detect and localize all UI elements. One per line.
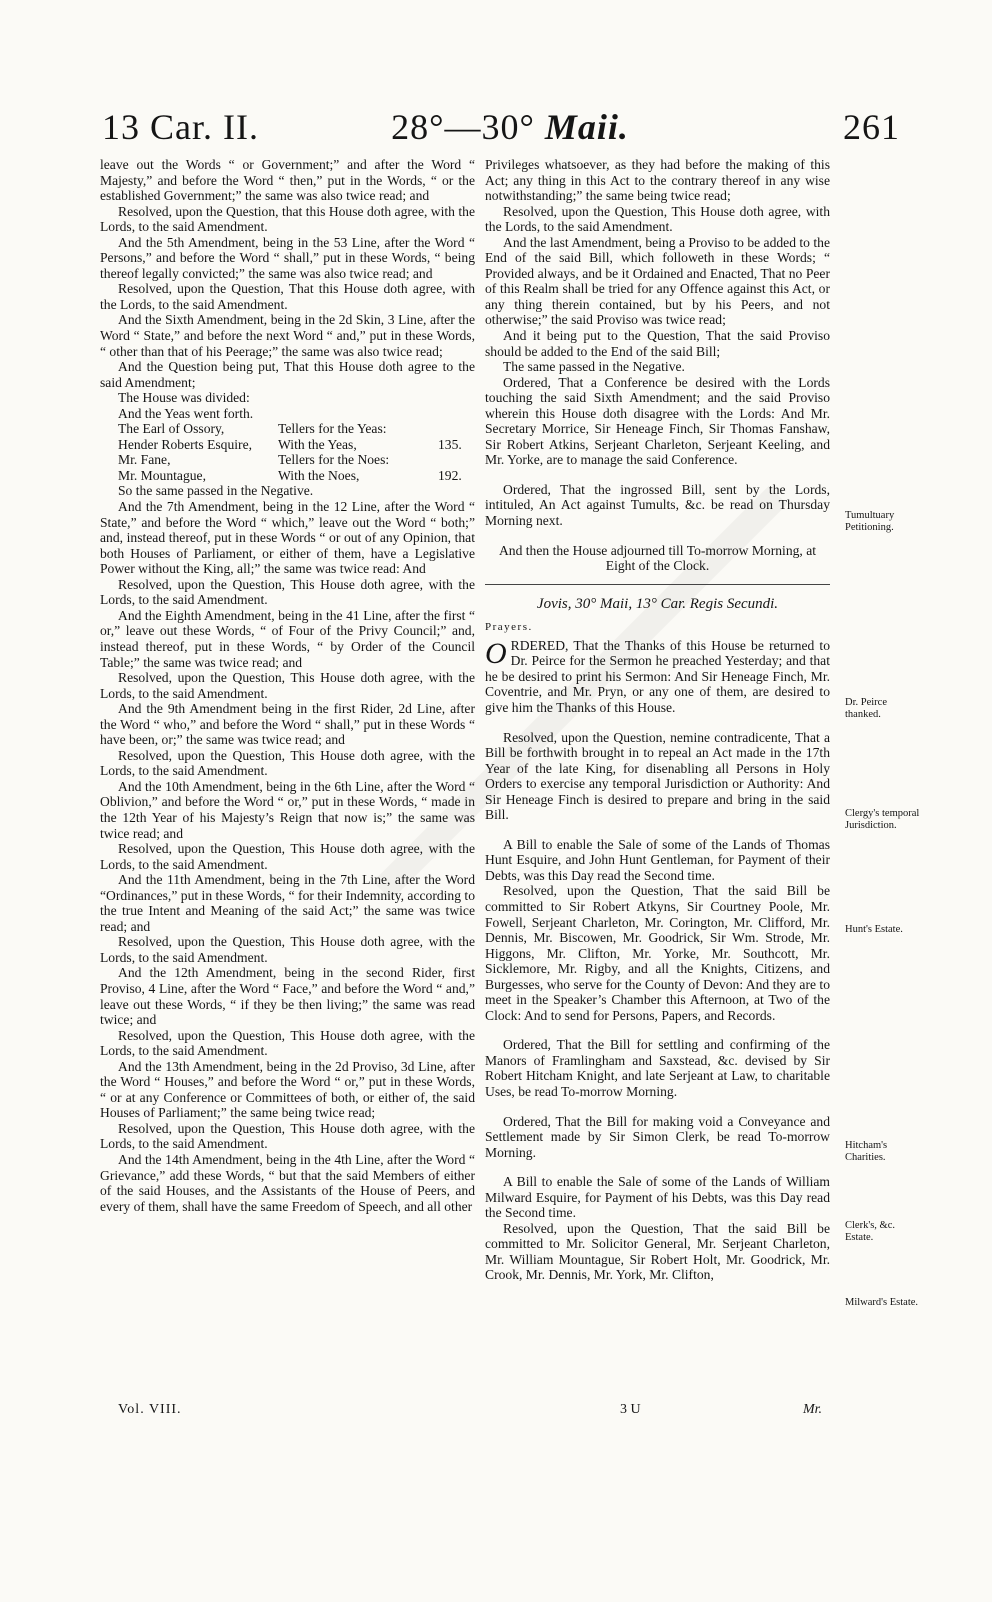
teller-name: Hender Roberts Esquire, [118,436,253,452]
teller-name: The Earl of Ossory, [118,421,225,437]
paragraph: Resolved, upon the Question, That this House doth agree, with the Lords, to the said Amendment. [100,281,475,312]
paragraph: And the 12th Amendment, being in the second Rider, first Proviso, 4 Line, after the Word “ Face,” and before the Word “ and,” leave out these Words, “ if they be then living;” the same was read twice; and [100,965,475,1028]
paragraph: Resolved, upon the Question, This House doth agree, with the Lords, to the said Amendment. [100,670,475,701]
paragraph: Resolved, upon the Question, This House doth agree, with the Lords, to the said Amendment. [100,1120,475,1152]
paragraph: The same passed in the Negative. [503,359,685,375]
left-column [100,157,475,1214]
margin-note-clerk: Clerk's, &c. Estate. [845,1220,896,1243]
paragraph: Resolved, upon the Question, This House doth agree, with the Lords, to the said Amendment. [485,203,830,235]
paragraph: Resolved, upon the Question, This House doth agree, with the Lords, to the said Amendment. [100,1027,475,1059]
paragraph-milward: A Bill to enable the Sale of some of the Lands of William Milward Esquire, for Payment of his Debts, was this Day read the Second time. [485,1174,830,1221]
paragraph: leave out the Words “ or Government;” and after the Word “ Majesty,” and before the Word “ then,” put in the Words, “ or the established Government;” the same was also twice read; and [100,157,475,204]
paragraph: Resolved, upon the Question, This House doth agree, with the Lords, to the said Amendment. [100,841,475,872]
adjournment: And then the House adjourned till To-morrow Morning, at Eight of the Clock. [498,542,817,574]
volume-footer: Vol. VIII. [118,1402,182,1417]
paragraph-milward-committee: Resolved, upon the Question, That the said Bill be committed to Mr. Solicitor General, Mr. Serjeant Charleton, Mr. William Mountague, Sir Robert Holt, Mr. Goodrick, Mr. Crook, Mr. Dennis, Mr. York, Mr. Clifton, [485,1220,830,1283]
paragraph-tumults: Ordered, That the ingrossed Bill, sent by the Lords, intituled, An Act against Tumults, &c. be read on Thursday Morning next. [485,481,830,529]
paragraph: The House was divided: [118,390,250,406]
paragraph: And the 9th Amendment being in the first Rider, 2d Line, after the Word “ who,” and before the Word “ shall,” put in these Words “ have been, or;” the same was twice read; and [100,701,475,748]
paragraph: Ordered, That a Conference be desired with the Lords touching the said Sixth Amendment; and the said Proviso wherein this House doth disagree with the Lords: And Mr. Secretary Morrice, Sir Heneage Finch, Sir Thomas Fanshaw, Sir Robert Atkins, Serjeant Charleton, Serjeant Keeling, and Mr. Yorke, are to manage the said Conference. [485,374,830,468]
right-column [485,157,830,1283]
paragraph-clerk: Ordered, That the Bill for making void a Conveyance and Settlement made by Sir Simon Clerk, be read To-morrow Morning. [485,1113,830,1160]
margin-note-milward: Milward's Estate. [845,1297,919,1308]
prayers-label: Prayers. [485,621,533,634]
signature-mark: 3 U [620,1402,641,1417]
paragraph-hitcham: Ordered, That the Bill for settling and confirming of the Manors of Framlingham and Saxstead, &c. devised by Sir Robert Hitcham Knight, and late Serjeant at Law, to charitable Uses, be read To-morrow Morning. [485,1037,830,1099]
teller-name: Mr. Mountague, [118,467,206,483]
running-head-regnal-year: 13 Car. II. [102,107,259,147]
margin-note-clergy: Clergy's temporal Jurisdiction. [845,808,920,831]
margin-note-peirce: Dr. Peirce thanked. [845,697,887,720]
teller-role: With the Noes, [278,467,360,483]
teller-name: Mr. Fane, [118,452,171,468]
day-heading: Jovis, 30° Maii, 13° Car. Regis Secundi. [536,595,779,612]
paragraph: Resolved, upon the Question, that this House doth agree, with the Lords, to the said Amendment. [100,203,475,235]
paragraph: Resolved, upon the Question, This House doth agree, with the Lords, to the said Amendment. [100,576,475,608]
teller-role: Tellers for the Yeas: [278,421,387,437]
paragraph: And the 5th Amendment, being in the 53 Line, after the Word “ Persons,” and before the Word “ shall,” put in these Words, “ being thereof legally convicted;” the same was also twice read; and [100,234,475,281]
paragraph: So the same passed in the Negative. [118,483,314,499]
paragraph: Privileges whatsoever, as they had before the making of this Act; any thing in this Act to the contrary thereof in any wise notwithstanding;” the same being twice read; [485,157,830,204]
teller-role: With the Yeas, [278,436,357,452]
vote-count [438,452,478,468]
paragraph: And the 14th Amendment, being in the 4th Line, after the Word “ Grievance,” add these Words, “ but that the said Members of either of the said Houses, and the Assistants of the House of Peers, and every of them, shall have the same Freedom of Speech, and all other [100,1152,475,1214]
paragraph: And the Yeas went forth. [118,405,254,421]
paragraph: And the Sixth Amendment, being in the 2d Skin, 3 Line, after the Word “ State,” and before the next Word “ and,” put in these Words, “ other than that of his Peerage;” the same was also twice read; [100,312,475,359]
paragraph: And the 10th Amendment, being in the 6th Line, after the Word “ Oblivion,” and before the Word “ or,” put in these Words, “ made in the 12th Year of his Majesty’s Reign that now is;” the same was twice read; and [100,778,475,841]
paragraph: And it being put to the Question, That the said Proviso should be added to the End of the said Bill; [485,328,830,359]
vote-count [438,421,478,437]
paragraph: Resolved, upon the Question, This House doth agree, with the Lords, to the said Amendment. [100,934,475,965]
paragraph: And the last Amendment, being a Proviso to be added to the End of the said Bill, which followeth in these Words; “ Provided always, and be it Ordained and Enacted, That no Peer of this Realm shall be tried for any Offence against this Act, or any thing therein contained, but by his Peers, and not otherwise;” the said Proviso was twice read; [485,234,830,328]
paragraph: And the 13th Amendment, being in the 2d Proviso, 3d Line, after the Word “ Houses,” and before the Word “ or,” put in these Words, “ or at any Conference or Committees of both, or either of, the said Houses of Parliament;” the same being twice read; [100,1058,475,1121]
vote-count: 192. [438,467,462,483]
section-rule [485,584,830,585]
teller-role: Tellers for the Noes: [278,452,390,468]
paragraph-peirce: ORDERED, That the Thanks of this House be returned to Dr. Peirce for the Sermon he preached Yesterday; and that he be desired to print his Sermon: And Sir Heneage Finch, Mr. Coventrie, and Mr. Pryn, or any one of them, are desired to give him the Thanks of this House. [485,636,830,715]
paragraph-hunt-committee: Resolved, upon the Question, That the said Bill be committed to Sir Robert Atkyns, Sir Courtney Poole, Mr. Fowell, Serjeant Charleton, Mr. Corington, Mr. Clifford, Mr. Dennis, Mr. Biscowen, Mr. Goodrick, Sir Wm. Strode, Mr. Higgons, Mr. Clifton, Mr. Yorke, Mr. Southcott, Mr. Sicklemore, Mr. Rigby, and all the Knights, Citizens, and Burgesses, who serve for the County of Devon: And they are to meet in the Speaker’s Chamber this Afternoon, at Two of the Clock: And to send for Persons, Papers, and Records. [485,883,830,1023]
paragraph: And the 7th Amendment, being in the 12 Line, after the Word “ State,” and before the Word “ which,” leave out the Word “ both;” and, instead thereof, put in these Words “ or out of any Opinion, that both Houses of Parliament, or either of them, have a Legislative Power without the King, all;” the same was twice read: And [100,499,475,577]
margin-note-hitcham: Hitcham's Charities. [845,1140,888,1163]
paragraph: Resolved, upon the Question, This House doth agree, with the Lords, to the said Amendment. [100,747,475,779]
margin-note-tumults: Tumultuary Petitioning. [845,510,895,533]
catchword: Mr. [803,1402,823,1417]
running-head-date: 28°—30° Maii. [391,107,629,147]
paragraph-clergy: Resolved, upon the Question, nemine contradicente, That a Bill be forthwith brought in to repeal an Act made in the 17th Year of the late King, for disenabling all Persons in Holy Orders to exercise any temporal Jurisdiction or Authority: And Sir Heneage Finch is desired to prepare and bring in the said Bill. [485,729,830,823]
paragraph: And the Eighth Amendment, being in the 41 Line, after the first “ or,” leave out these Words, “ of Four of the Privy Council;” and, instead thereof, put in these Words, “ by Order of the Council Table;” the same was twice read; and [100,607,475,670]
paragraph-hunt: A Bill to enable the Sale of some of the Lands of Thomas Hunt Esquire, and John Hunt Gentleman, for Payment of their Debts, was this Day read the Second time. [485,836,830,883]
paragraph: And the Question being put, That this House doth agree to the said Amendment; [100,359,475,390]
margin-note-hunt: Hunt's Estate. [845,924,903,935]
paragraph: And the 11th Amendment, being in the 7th Line, after the Word “Ordinances,” put in these Words, “ for their Indemnity, according to the true Intent and Meaning of the said Act;” the same was twice read; and [100,872,475,934]
division-tellers [118,421,475,483]
drop-cap: O [485,636,507,670]
vote-count: 135. [438,436,462,452]
page-number: 261 [843,107,900,147]
